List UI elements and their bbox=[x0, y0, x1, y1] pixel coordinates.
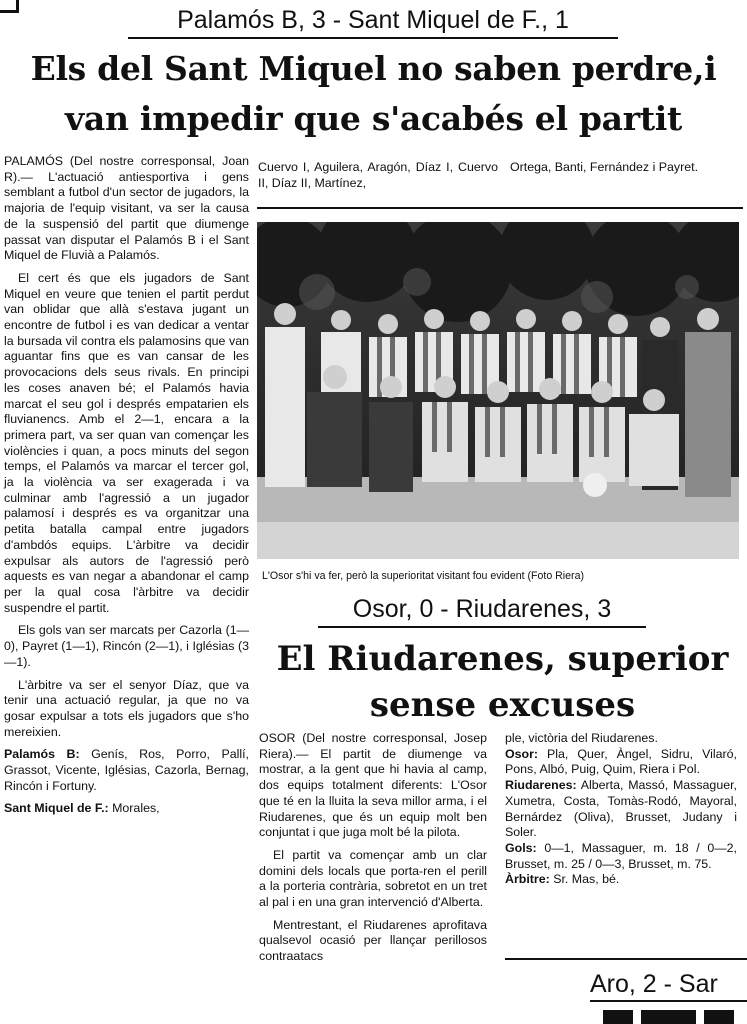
article1-column-3-text: Ortega, Banti, Fernández i Payret. bbox=[510, 160, 699, 174]
article1-column-1 bbox=[4, 154, 249, 824]
referee-label: Àrbitre: bbox=[505, 872, 550, 887]
corner-frame-mark bbox=[0, 0, 19, 13]
article1-paragraph-1: PALAMÓS (Del nostre corresponsal, Joan R).— L'actuació antiesportiva i gens semblant a futbol d'un sector de jugadors, la majoria de l'equip visitant, va ser la causa de la suspensió del partit que diumenge passat van disputar el Palamós B i el Sant Miquel de Fluvià a Palamós. bbox=[4, 154, 249, 263]
article1-headline-line2: van impedir que s'acabés el partit bbox=[65, 99, 682, 138]
football bbox=[583, 473, 607, 497]
article3-headline-cut bbox=[603, 1010, 743, 1024]
referee-text: Sr. Mas, bé. bbox=[549, 872, 620, 887]
article1-column-2-text: Cuervo I, Aguilera, Aragón, Díaz I, Cuervo II, Díaz II, Martínez, bbox=[258, 160, 498, 190]
article1-column-2 bbox=[258, 160, 498, 198]
team-photo bbox=[257, 222, 739, 559]
article2-headline bbox=[258, 636, 747, 728]
article2-headline-line1: El Riudarenes, superior bbox=[276, 639, 729, 679]
article2-kicker: Osor, 0 - Riudarenes, 3 bbox=[318, 593, 646, 628]
goals-text: 0—1, Massaguer, m. 18 / 0—2, Brusset, m. 25 / 0—3, Brusset, m. 75. bbox=[505, 840, 737, 871]
article1-column-3 bbox=[510, 160, 742, 183]
article2-column-1 bbox=[259, 731, 487, 972]
article1-lineup-santmiquel bbox=[4, 801, 249, 817]
lineup-riudarenes-label: Riudarenes: bbox=[505, 778, 577, 793]
article2-goals bbox=[505, 841, 737, 872]
article2-referee bbox=[505, 872, 737, 888]
article1-lineup-palamos bbox=[4, 747, 249, 794]
article2-headline-line2: sense excuses bbox=[369, 685, 636, 725]
goals-label: Gols: bbox=[505, 840, 537, 855]
article3-divider-rule bbox=[505, 958, 747, 960]
article1-headline-line1: Els del Sant Miquel no saben perdre,i bbox=[30, 49, 717, 88]
section-divider-rule bbox=[257, 207, 743, 209]
lineup-palamos-label: Palamós B: bbox=[4, 747, 80, 762]
article2-result-line: ple, victòria del Riudarenes. bbox=[505, 731, 658, 745]
article1-headline bbox=[0, 44, 747, 144]
article2-paragraph-3: Mentrestant, el Riudarenes aprofitava qualsevol ocasió per llançar perillosos contraatacs bbox=[259, 917, 487, 964]
article1-kicker: Palamós B, 3 - Sant Miquel de F., 1 bbox=[128, 4, 618, 39]
photo-caption: L'Osor s'hi va fer, però la superioritat visitant fou evident (Foto Riera) bbox=[262, 570, 585, 582]
lineup-osor-label: Osor: bbox=[505, 746, 539, 761]
lineup-riudarenes-text: Alberta, Massó, Massaguer, Xumetra, Costa, Tomàs-Rodó, Mayoral, Bernárdez (Oliva), Brusset, Judany i Soler. bbox=[505, 778, 737, 840]
article2-lineup-riudarenes bbox=[505, 778, 737, 841]
article3-kicker: Aro, 2 - Sar bbox=[590, 968, 747, 1002]
article2-paragraph-1: OSOR (Del nostre corresponsal, Josep Riera).— El partit de diumenge va mostrar, a la gent que hi havia al camp, dos equips totalment diferents: L'Osor que té en la lluita la seva millor arma, i el Riudarenes, que és un equip molt ben conjuntat i que juga molt bé la pilota. bbox=[259, 731, 487, 840]
team-photo-image bbox=[257, 222, 739, 559]
lineup-santmiquel-label: Sant Miquel de F.: bbox=[4, 801, 109, 816]
article2-paragraph-2: El partit va començar amb un clar domini dels locals que porta-ren el perill a la porteria contrària, sobretot en un tret al pal i en una gran intervenció d'Alberta. bbox=[259, 847, 487, 910]
article2-lineup-osor bbox=[505, 747, 737, 778]
article1-paragraph-4: L'àrbitre va ser el senyor Díaz, que va tenir una actuació regular, ja que no va gosar expulsar a tots els jugadors que s'ho mereixien. bbox=[4, 677, 249, 739]
article1-paragraph-3: Els gols van ser marcats per Cazorla (1—0), Payret (1—1), Rincón (2—1), i Iglésias (3—1). bbox=[4, 623, 249, 669]
lineup-palamos-text: Genís, Ros, Porro, Pallí, Grassot, Vicente, Iglésias, Cazorla, Bernag, Rincón i Fortuny. bbox=[4, 747, 249, 793]
article1-paragraph-2: El cert és que els jugadors de Sant Miquel en veure que tenien el partit perdut van oblidar que allà s'estava jugant un encontre de futbol i es van dedicar a ventar la bursada vil contra els palamosins que van aguantar fins que es van cansar de les provocacions dels seus rivals. En principi les coses anaven bé; el Palamós havia marcat el seu gol i després empatarien els fluvianencs. Amb el 2—1, encara a la primera part, va ser quan van començar les violències i quan, a pocs minuts del segon temps, el Palamós va marcar el tercer gol, ja la violència va ser exagerada i va culminar amb l'agressió a un jugador palamosí i després es va organitzar una petita batalla campal entre jugadors d'ambdós equips. L'àrbitre va decidir expulsar als autors de l'agressió però aquests es van negar a abandonar el camp per la qual cosa l'àrbitre va decidir suspendre el partit. bbox=[4, 270, 249, 615]
article2-column-2 bbox=[505, 731, 737, 895]
lineup-santmiquel-text: Morales, bbox=[108, 801, 160, 816]
lineup-osor-text: Pla, Quer, Àngel, Sidru, Vilaró, Pons, Albó, Puig, Quim, Riera i Pol. bbox=[505, 746, 737, 777]
